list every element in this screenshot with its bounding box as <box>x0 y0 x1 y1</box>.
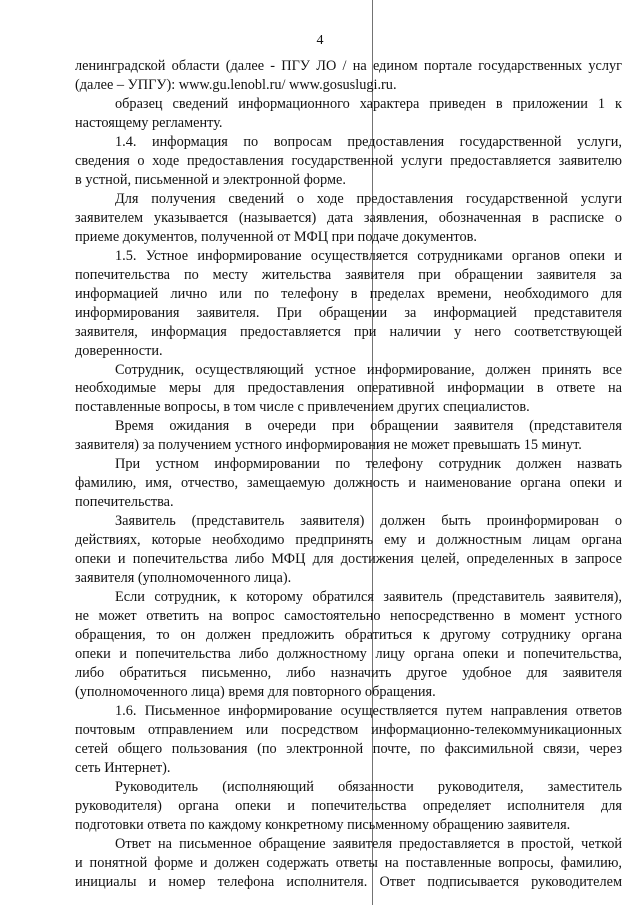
text-line: почтовым отправлением или посредством информационно-телекоммуникационных <box>75 721 622 738</box>
text-line: (далее – УПГУ): www.gu.lenobl.ru/ www.gosuslugi.ru. <box>75 76 397 93</box>
text-line: Если сотрудник, к которому обратился заявитель (представитель заявителя), <box>115 589 622 606</box>
text-line: в устной, письменной и электронной форме. <box>75 171 346 188</box>
text-line: поставленные вопросы, в том числе с привлечением других специалистов. <box>75 399 530 416</box>
text-line: 1.6. Письменное информирование осуществляется путем направления ответов <box>115 702 622 719</box>
text-line: 1.4. информация по вопросам предоставления государственной услуги, <box>115 133 622 150</box>
text-line: сведения о ходе предоставления государственной услуги предоставляется заявителю <box>75 152 622 169</box>
text-line: настоящему регламенту. <box>75 114 223 131</box>
text-line: заявителя) за получением устного информирования не может превышать 15 минут. <box>75 437 582 454</box>
text-line: сетей общего пользования (по электронной почте, по факсимильной связи, через <box>75 740 622 757</box>
page-number: 4 <box>316 33 324 48</box>
text-line: Сотрудник, осуществляющий устное информирование, должен принять все <box>115 361 622 378</box>
text-line: необходимые меры для предоставления оперативной информации в ответе на <box>75 380 622 397</box>
text-line: ленинградской области (далее - ПГУ ЛО / на едином портале государственных услуг <box>75 58 622 74</box>
text-line: Для получения сведений о ходе предоставления государственной услуги <box>115 190 622 207</box>
text-line: фамилию, имя, отчество, замещаемую должность и наименование органа опеки и <box>75 475 622 492</box>
text-line: опеки и попечительства либо должностному лицу органа опеки и попечительства, <box>75 646 622 663</box>
text-line: 1.5. Устное информирование осуществляется сотрудниками органов опеки и <box>115 247 622 264</box>
text-line: сеть Интернет). <box>75 759 171 776</box>
text-line: Руководитель (исполняющий обязанности руководителя, заместитель <box>115 778 622 795</box>
text-line: Заявитель (представитель заявителя) должен быть проинформирован о <box>115 513 622 530</box>
text-line: и понятной форме и должен содержать ответы на поставленные вопросы, фамилию, <box>75 854 622 871</box>
text-line: инициалы и номер телефона исполнителя. Ответ подписывается руководителем <box>75 873 622 890</box>
regulation-text <box>75 57 622 892</box>
text-line: опеки и попечительства либо МФЦ для достижения целей, определенных в запросе <box>75 551 622 568</box>
text-line: (уполномоченного лица) время для повторного обращения. <box>75 683 436 700</box>
text-line: образец сведений информационного характера приведен в приложении 1 к <box>115 95 622 112</box>
text-line: заявителя (уполномоченного лица). <box>75 570 292 587</box>
text-line: Ответ на письменное обращение заявителя предоставляется в простой, четкой <box>115 835 622 852</box>
text-line: попечительства. <box>75 494 174 511</box>
text-line: действиях, которые необходимо предпринять ему и должностным лицам органа <box>75 532 622 549</box>
text-line: либо обратиться письменно, либо назначить другое удобное для заявителя <box>75 665 622 681</box>
text-line: обращения, то он должен предложить обратиться к другому сотруднику органа <box>75 627 622 644</box>
text-line: информирования заявителя. При обращении за информацией представителя <box>75 304 622 321</box>
text-line: информацией лично или по телефону в пределах времени, необходимого для <box>75 285 622 302</box>
text-line: приеме документов, полученной от МФЦ при подаче документов. <box>75 228 477 245</box>
text-line: руководителя) органа опеки и попечительства определяет исполнителя для <box>75 797 622 814</box>
text-line: попечительства по месту жительства заявителя при обращении заявителя за <box>75 266 622 283</box>
text-line: подготовки ответа по каждому конкретному письменному обращению заявителя. <box>75 816 571 833</box>
text-line: При устном информировании по телефону сотрудник должен назвать <box>115 456 622 473</box>
text-line: не может ответить на вопрос самостоятельно непосредственно в момент устного <box>75 608 622 625</box>
text-line: заявителем указывается (называется) дата заявления, обозначенная в расписке о <box>75 209 622 226</box>
text-line: доверенности. <box>75 342 163 359</box>
text-line: заявителя, информация предоставляется при наличии у него соответствующей <box>75 323 622 340</box>
text-line: Время ожидания в очереди при обращении заявителя (представителя <box>115 418 622 435</box>
